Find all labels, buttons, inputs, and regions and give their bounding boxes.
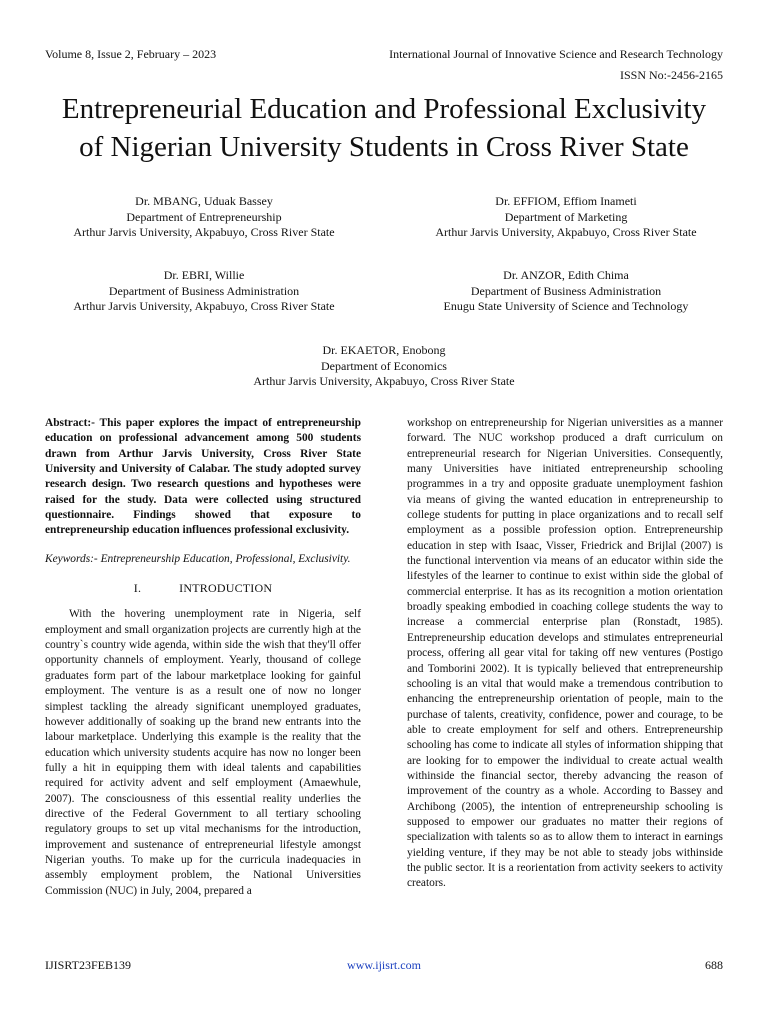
section-heading xyxy=(45,581,361,596)
author-department: Department of Marketing xyxy=(504,209,628,224)
keywords xyxy=(45,552,361,567)
author-affiliation: Arthur Jarvis University, Akpabuyo, Cross River State xyxy=(435,225,697,239)
author-block-2 xyxy=(410,194,722,241)
author-block-4 xyxy=(410,268,722,315)
author-affiliation: Arthur Jarvis University, Akpabuyo, Cross River State xyxy=(73,299,335,313)
author-affiliation: Enugu State University of Science and Technology xyxy=(443,299,689,313)
volume-issue: Volume 8, Issue 2, February – 2023 xyxy=(45,47,217,61)
author-name: Dr. EFFIOM, Effiom Inameti xyxy=(495,194,637,208)
paper-code: IJISRT23FEB139 xyxy=(45,958,131,972)
author-department: Department of Business Administration xyxy=(108,283,300,298)
journal-url[interactable]: www.ijisrt.com xyxy=(347,958,421,972)
title-line-2: of Nigerian University Students in Cross River State xyxy=(79,131,689,163)
author-block-5 xyxy=(200,343,568,390)
title-line-1: Entrepreneurial Education and Professional Exclusivity xyxy=(61,93,707,125)
author-department: Department of Economics xyxy=(321,358,447,373)
author-affiliation: Arthur Jarvis University, Akpabuyo, Cross River State xyxy=(73,225,335,239)
author-affiliation: Arthur Jarvis University, Akpabuyo, Cross River State xyxy=(253,374,515,388)
keywords-label: Keywords xyxy=(45,552,91,565)
author-block-1 xyxy=(48,194,360,241)
left-column xyxy=(45,416,361,899)
page-number: 688 xyxy=(705,958,723,972)
author-name: Dr. MBANG, Uduak Bassey xyxy=(135,194,273,208)
author-name: Dr. ANZOR, Edith Chima xyxy=(503,268,629,282)
author-department: Department of Entrepreneurship xyxy=(126,209,282,224)
issn: ISSN No:-2456-2165 xyxy=(619,68,723,82)
intro-paragraph-left: With the hovering unemployment rate in Nigeria, self employment and small organization projects are currently high at the country`s country wide agenda, within side the wish that they'll offer opportunity channels of employment. Yearly, thousand of college graduates form part of the labour marketplace looking for gainful employment. The venture is as a result one of now no longer simplest tackling the already significant unemployed graduates, however additionally of soaking up the brand new entrants into the labour marketplace. Underlying this example is the reality that the education which university students acquire has now no longer been fully a hit in equipping them with ideal talents and capabilities required for activity advent and self employment (Amaewhule, 2007). The consciousness of this essential reality underlies the directive of the Federal Government to all tertiary schooling regulatory groups to set up vital mechanisms for the introduction, improvement and sustenance of entrepreneurial lifestyle amongst Nigerian youths. To make up for the curricula inadequacies in assembly employment problem, the National Universities Commission (NUC) in July, 2004, prepared a xyxy=(45,608,361,897)
intro-paragraph-right: workshop on entrepreneurship for Nigerian universities as a manner forward. The NUC workshop produced a draft curriculum on entrepreneurial research for Nigerian Universities. Consequently, many Universities have initiated entrepreneurship schooling programmes in a try and opposite graduate unemployment fashion via means of giving the wanted education in entrepreneurship to college students for putting in place organizations and to recall self employment as a possible profession option. Entrepreneurship education in step with Isaac, Visser, Friedrick and Brijlal (2007) is the functional intervention via means of an educator within side the lifestyles of the learner to continue to exist within side the global of commercial enterprise. It has as its recognition a motion orientation broadly speaking embodied in coaching college students the way to increase a commercial enterprise plan (Ronstadt, 1985). Entrepreneurship education develops and stimulates entrepreneurial process, offering all gear vital for taking off new ventures (Postigo and Tomborini 2002). It is typically believed that entrepreneurship schooling is an vital that would make a tremendous contribution to enhancing the entrepreneurship orientation of people, main to the purchase of talents, creativity, confidence, power and courage, to be able to create employment for self and others. Entrepreneurship schooling has come to indicate all styles of information shipping that are looking for to empower the individual to create actual wealth withinside the financial sector, thereby advancing the reason of improvement of the country as a whole. According to Bassey and Archibong (2005), the intention of entrepreneurship schooling is supposed to empower our graduates no matter their regions of specialization with talents so as to allow them to interact in earnings yielding venture, if they may be not able to steady jobs withinside the public sector. It is a reorientation from activity seekers to activity creators. xyxy=(407,417,723,890)
author-name: Dr. EBRI, Willie xyxy=(163,268,245,282)
author-block-3 xyxy=(48,268,360,315)
section-title: INTRODUCTION xyxy=(179,581,273,596)
author-department: Department of Business Administration xyxy=(470,283,662,298)
right-column xyxy=(407,416,723,892)
abstract: Abstract:- This paper explores the impact of entrepreneurship education on professional advancement among 500 students drawn from Arthur Jarvis University, Cross River State University and University of Calabar. The study adopted survey research design. Two research questions and hypotheses were raised for the study. Data were collected using structured questionnaire. Findings showed that exposure to entrepreneurship education influences professional exclusivity. xyxy=(45,417,361,537)
author-name: Dr. EKAETOR, Enobong xyxy=(322,343,446,357)
journal-name: International Journal of Innovative Science and Research Technology xyxy=(389,47,723,61)
section-number: I. xyxy=(133,581,142,596)
keywords-text: :- Entrepreneurship Education, Professional, Exclusivity. xyxy=(90,552,351,565)
paper-title xyxy=(30,90,738,166)
